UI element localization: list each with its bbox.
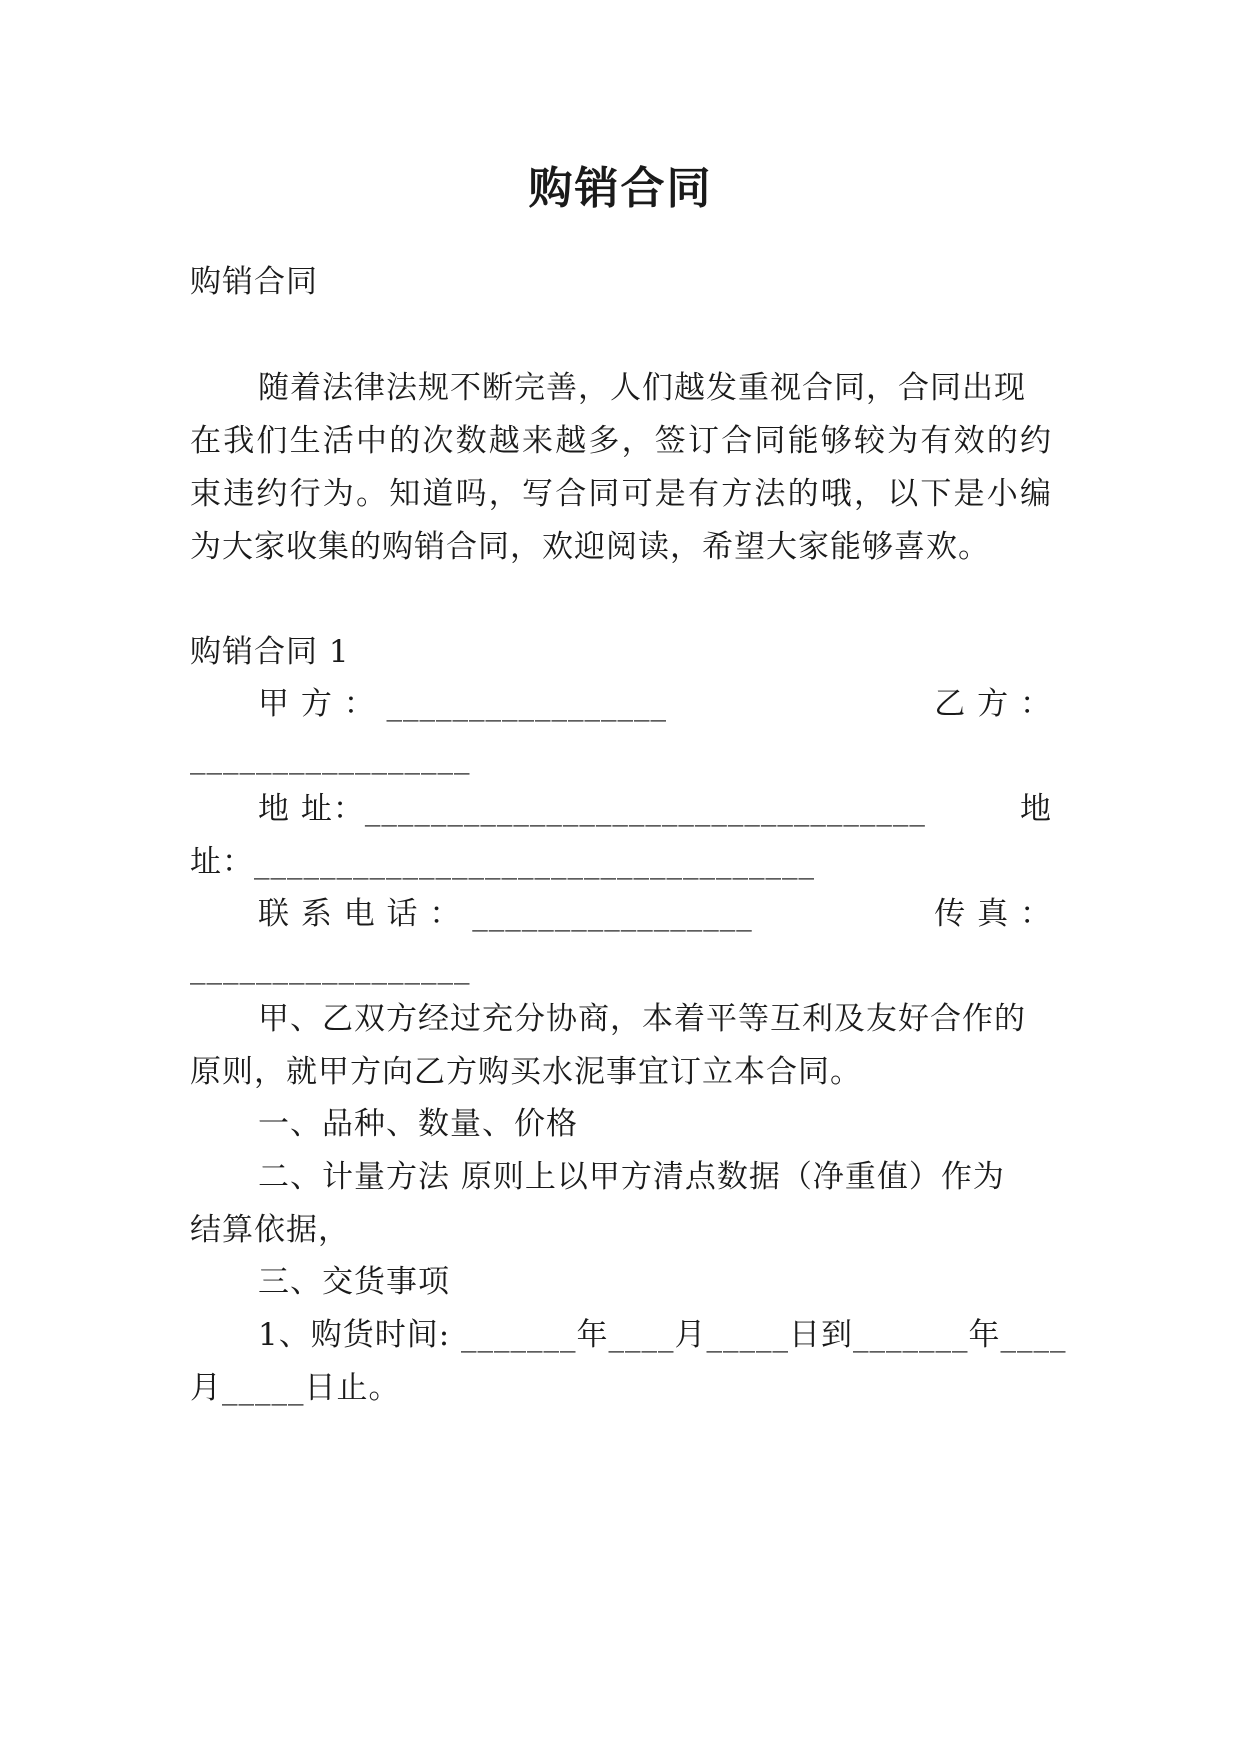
paragraph-1-line-1: 甲、乙双方经过充分协商，本着平等互利及友好合作的 [258, 1001, 1026, 1037]
intro-line-2: 在我们生活中的次数越来越多，签订合同能够较为有效的约 [190, 423, 1052, 459]
paragraph-1-line-2: 原则，就甲方向乙方购买水泥事宜订立本合同。 [190, 1054, 862, 1090]
party-b-label: 乙 方 ： [934, 686, 1052, 722]
item-1-line-1: 1、购货时间: _______年____月_____日到_______年____ [258, 1317, 1067, 1353]
intro-line-4: 为大家收集的购销合同，欢迎阅读，希望大家能够喜欢。 [190, 529, 990, 565]
phone-field: 联 系 电 话 ： _________________ [258, 896, 753, 932]
section-1-heading: 一、品种、数量、价格 [258, 1106, 578, 1142]
section-2-line-1: 二、计量方法 原则上以甲方清点数据（净重值）作为 [258, 1159, 1005, 1195]
intro-line-1: 随着法律法规不断完善，人们越发重视合同，合同出现 [258, 370, 1026, 406]
section-3-heading: 三、交货事项 [258, 1264, 450, 1300]
address-b-head: 地 [1020, 791, 1052, 827]
fax-label: 传 真 ： [934, 896, 1052, 932]
intro-line-3: 束违约行为。知道吗，写合同可是有方法的哦，以下是小编 [190, 476, 1052, 512]
address-a-field: 地 址：__________________________________ [258, 791, 926, 827]
page-title: 购销合同 [528, 163, 713, 214]
fax-blank: _________________ [190, 949, 471, 985]
item-1-line-2: 月_____日止。 [190, 1370, 401, 1406]
contract-heading: 购销合同 1 [190, 634, 350, 670]
document-subtitle: 购销合同 [190, 264, 318, 300]
address-b-field: 址：__________________________________ [190, 844, 815, 880]
party-b-blank: _________________ [190, 739, 471, 775]
party-a-field: 甲 方 ： _________________ [258, 686, 668, 722]
section-2-line-2: 结算依据， [190, 1212, 350, 1248]
